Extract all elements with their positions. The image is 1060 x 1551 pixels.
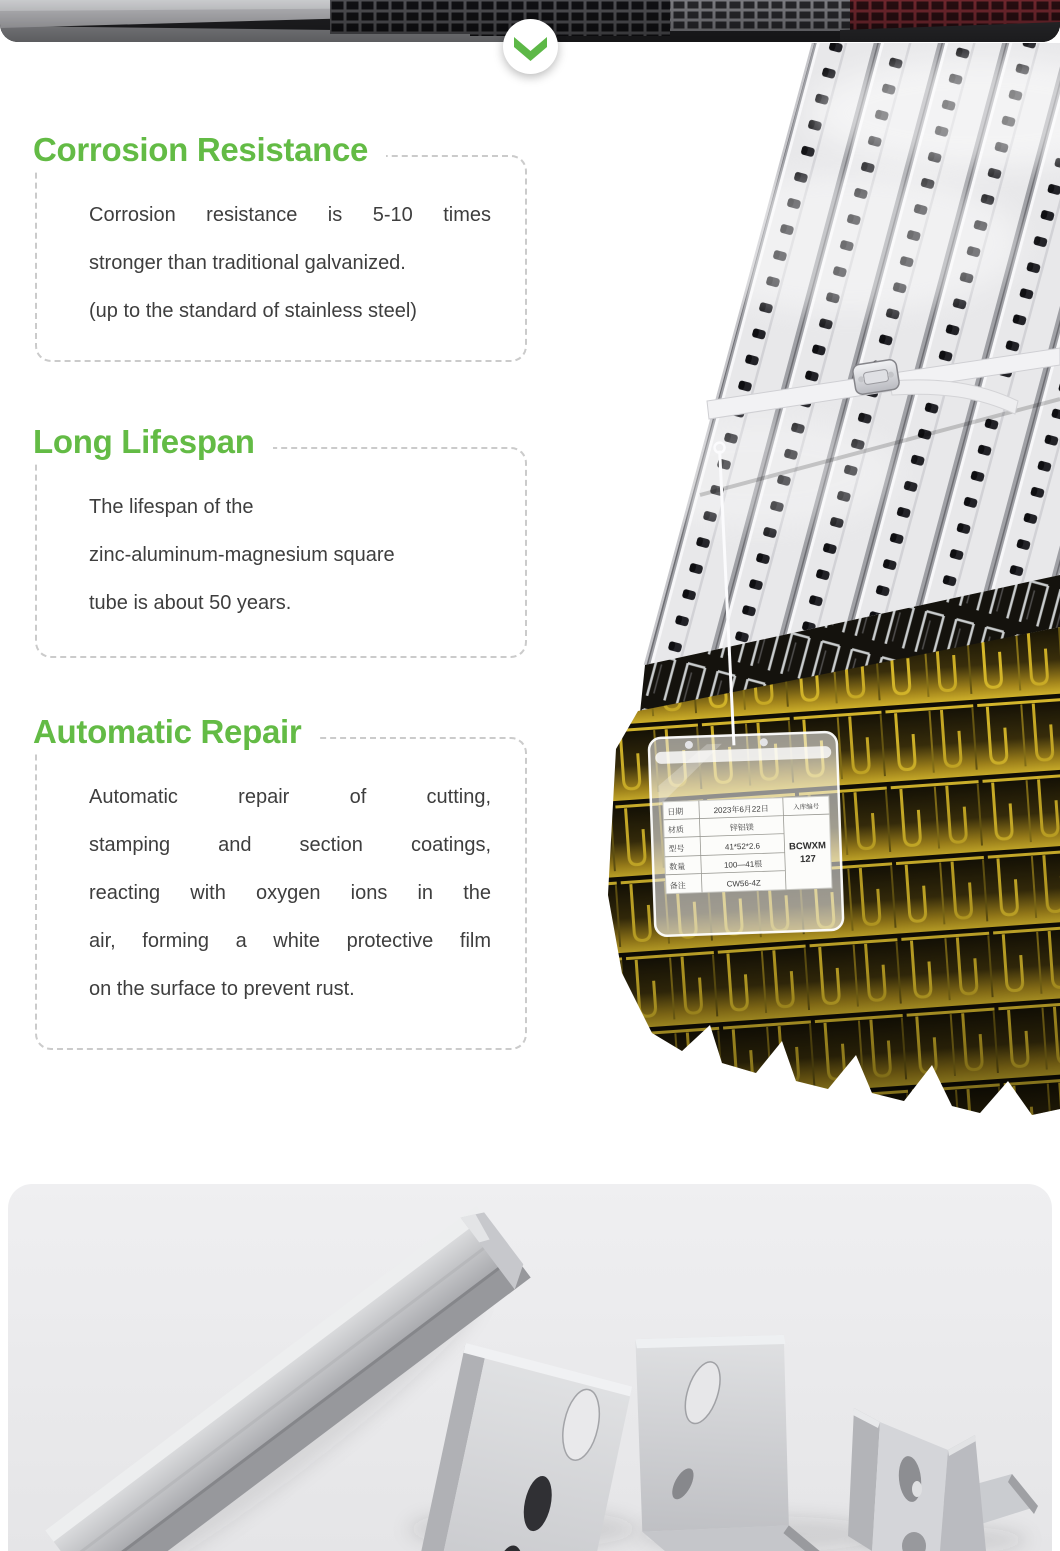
tag-row-label: 材质	[667, 825, 685, 835]
tag-row-label: 备注	[669, 881, 686, 891]
tag-batch-header: 入库编号	[793, 803, 820, 812]
tag-number: 127	[799, 853, 817, 866]
strap-buckle	[852, 359, 900, 396]
feature-text-line: on the surface to prevent rust.	[89, 978, 355, 1000]
feature-text-line: stronger than traditional galvanized.	[89, 252, 406, 274]
feature-title: Automatic Repair	[33, 711, 319, 753]
feature-box	[35, 737, 527, 1050]
tag-label	[663, 796, 832, 894]
feature-text-line: (up to the standard of stainless steel)	[89, 300, 417, 322]
feature-title: Corrosion Resistance	[33, 129, 386, 171]
feature-corrosion-resistance	[33, 131, 527, 362]
tag-row-label: 日期	[667, 807, 684, 817]
feature-text-line: air, forming a white protective film	[89, 930, 491, 952]
feature-text-line: zinc-aluminum-magnesium square	[89, 544, 395, 566]
feature-text-line: tube is about 50 years.	[89, 592, 292, 614]
feature-box	[35, 155, 527, 362]
feature-long-lifespan	[33, 423, 527, 658]
feature-title: Long Lifespan	[33, 421, 273, 463]
tag-row-value: CW56-4Z	[726, 878, 762, 889]
scroll-down-button[interactable]	[503, 19, 558, 74]
feature-text-line: The lifespan of the	[89, 496, 254, 518]
tag-row-value: 2023年6月22日	[713, 804, 769, 816]
feature-text-line: Corrosion resistance is 5-10 times	[89, 204, 491, 226]
feature-text-line: Automatic repair of cutting,	[89, 786, 491, 808]
tag-row-label: 数量	[668, 862, 686, 872]
chevron-down-icon	[503, 19, 558, 74]
feature-automatic-repair	[33, 713, 527, 1050]
feature-text-line: stamping and section coatings,	[89, 834, 491, 856]
brackets-photo	[8, 1184, 1052, 1551]
tag-row-value: 100—41根	[723, 859, 763, 870]
tag-row-label: 型号	[668, 844, 685, 854]
feature-text-line: reacting with oxygen ions in the	[89, 882, 491, 904]
tag-row-value: 41*52*2.6	[724, 841, 761, 852]
rail-bundle	[620, 43, 1060, 665]
feature-box	[35, 447, 527, 658]
tag-row-value: 锌铝镁	[729, 822, 754, 833]
tag-code: BCWXM	[788, 840, 827, 853]
rails-bundle-photo	[560, 43, 1060, 1128]
